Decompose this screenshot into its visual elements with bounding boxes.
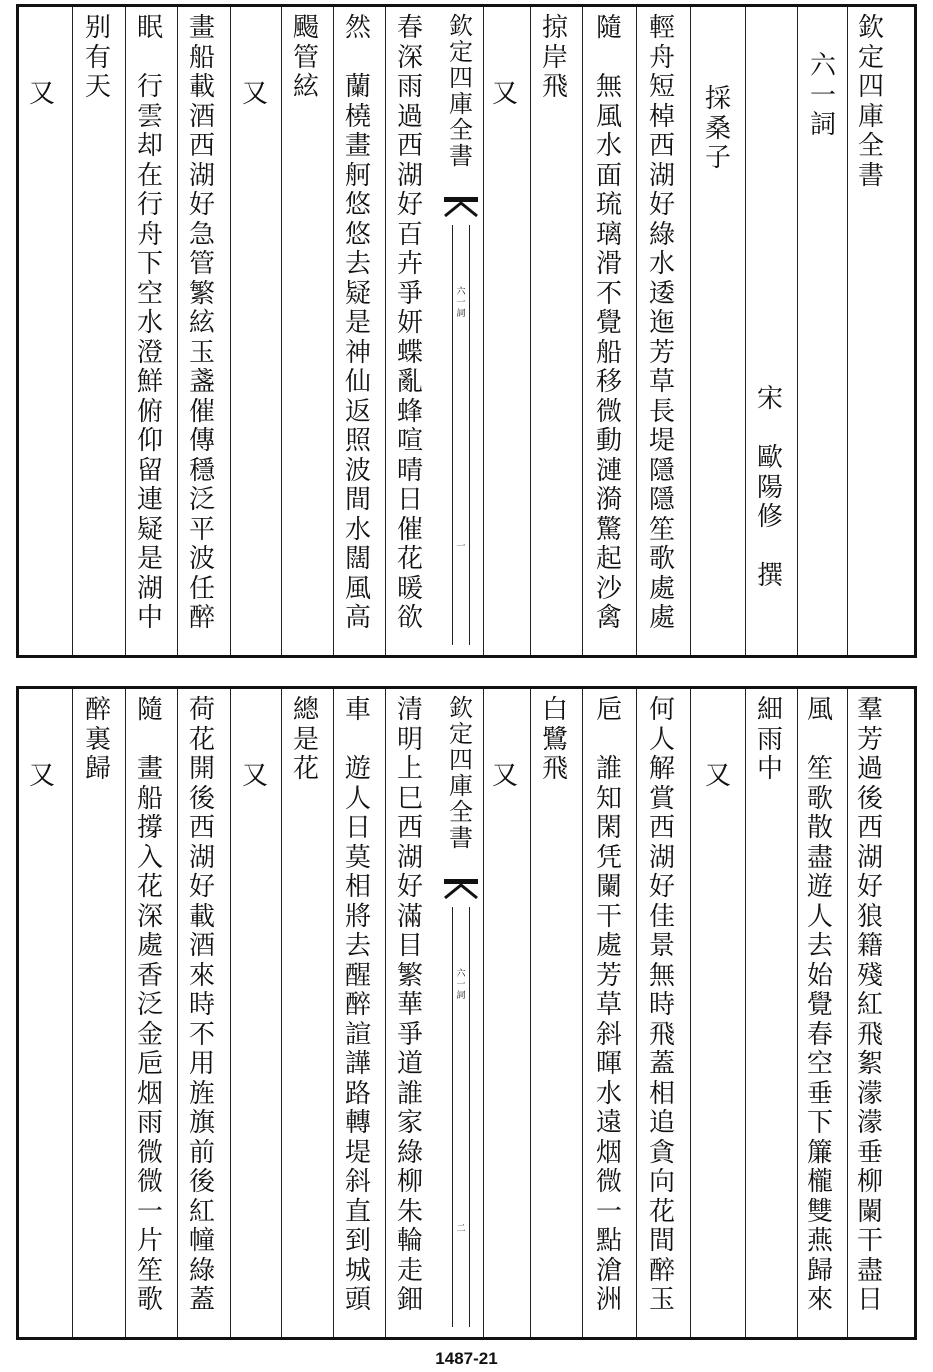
fish-tail-mark-icon — [444, 197, 478, 219]
column-rule — [385, 7, 386, 655]
center-fold-title: 欽 定 四 庫 全 書 — [449, 12, 473, 170]
page-number: 1487-21 — [435, 1349, 498, 1368]
text-column: 掠 岸 飛 — [541, 13, 568, 102]
column-rule — [483, 689, 484, 1337]
text-column: 六 一 詞 — [809, 51, 836, 140]
column-rule — [530, 7, 531, 655]
text-column: 清 明 上 巳 西 湖 好 滿 目 繁 華 爭 道 誰 家 綠 柳 朱 輪 走 鈿 — [396, 695, 423, 1315]
text-column: 隨 畫 船 撐 入 花 深 處 香 泛 金 巵 烟 雨 微 微 一 片 笙 歌 — [136, 695, 163, 1315]
text-column: 宋 歐 陽 修 撰 — [756, 384, 783, 591]
column-rule — [797, 7, 798, 655]
column-rule — [582, 689, 583, 1337]
text-column: 巵 誰 知 閑 凭 闌 干 處 芳 草 斜 暉 水 遠 烟 微 一 點 滄 洲 — [595, 695, 622, 1315]
column-rule — [483, 7, 484, 655]
column-rule — [177, 7, 178, 655]
text-column: 颺 管 絃 — [292, 13, 319, 102]
center-fold-folio: 二 — [456, 1224, 466, 1234]
column-rule — [745, 689, 746, 1337]
header-title: 欽 定 四 庫 全 書 — [857, 13, 884, 191]
column-rule — [690, 7, 691, 655]
text-column: 又 — [491, 761, 518, 791]
text-column: 荷 花 開 後 西 湖 好 載 酒 來 時 不 用 旌 旗 前 後 紅 幢 綠 蓋 — [188, 695, 215, 1315]
text-column: 何 人 解 賞 西 湖 好 佳 景 無 時 飛 蓋 相 追 貪 向 花 間 醉 玉 — [648, 695, 675, 1315]
column-rule — [230, 7, 231, 655]
center-fold-section: 六 一 詞 — [456, 287, 466, 319]
column-rule — [530, 689, 531, 1337]
text-column: 車 遊 人 日 莫 相 將 去 醒 醉 諠 譁 路 轉 堤 斜 直 到 城 頭 — [344, 695, 371, 1315]
column-rule — [636, 7, 637, 655]
text-column: 風 笙 歌 散 盡 遊 人 去 始 覺 春 空 垂 下 簾 櫳 雙 燕 歸 來 — [806, 695, 833, 1315]
column-rule — [385, 689, 386, 1337]
text-column: 隨 無 風 水 面 琉 璃 滑 不 覺 船 移 微 動 漣 漪 驚 起 沙 禽 — [595, 13, 622, 633]
center-fold-section: 六 一 詞 — [456, 969, 466, 1001]
text-column: 採 桑 子 — [704, 84, 731, 173]
center-fold-title: 欽 定 四 庫 全 書 — [449, 694, 473, 852]
text-column: 細 雨 中 — [756, 695, 783, 784]
text-column: 又 — [28, 79, 55, 109]
text-column: 又 — [28, 761, 55, 791]
text-column: 春 深 雨 過 西 湖 好 百 卉 爭 妍 蝶 亂 蜂 喧 晴 日 催 花 暖 欲 — [396, 13, 423, 633]
column-rule — [333, 7, 334, 655]
text-column: 羣 芳 過 後 西 湖 好 狼 籍 殘 紅 飛 絮 濛 濛 垂 柳 闌 干 盡 日 — [856, 695, 883, 1315]
text-column: 别 有 天 — [84, 13, 111, 102]
text-column: 白 鷺 飛 — [541, 695, 568, 784]
text-column: 眠 行 雲 却 在 行 舟 下 空 水 澄 鮮 俯 仰 留 連 疑 是 湖 中 — [136, 13, 163, 633]
page-bottom — [0, 682, 933, 1342]
column-rule — [281, 7, 282, 655]
text-column: 又 — [491, 79, 518, 109]
center-fold — [440, 689, 482, 1337]
text-column: 又 — [241, 79, 268, 109]
text-column: 又 — [241, 761, 268, 791]
page-top — [0, 0, 933, 668]
text-column: 輕 舟 短 棹 西 湖 好 綠 水 逶 迤 芳 草 長 堤 隱 隱 笙 歌 處 處 — [648, 13, 675, 633]
column-rule — [582, 7, 583, 655]
column-rule — [847, 689, 848, 1337]
column-rule — [125, 689, 126, 1337]
column-rule — [230, 689, 231, 1337]
center-fold-folio: 一 — [456, 542, 466, 552]
column-rule — [125, 7, 126, 655]
column-rule — [72, 7, 73, 655]
column-rule — [745, 7, 746, 655]
column-rule — [847, 7, 848, 655]
text-column: 畫 船 載 酒 西 湖 好 急 管 繁 絃 玉 盞 催 傳 穩 泛 平 波 任 醉 — [188, 13, 215, 633]
text-column: 然 蘭 橈 畫 舸 悠 悠 去 疑 是 神 仙 返 照 波 間 水 闊 風 高 — [344, 13, 371, 633]
fish-tail-mark-icon — [444, 879, 478, 901]
column-rule — [281, 689, 282, 1337]
column-rule — [177, 689, 178, 1337]
column-rule — [797, 689, 798, 1337]
column-rule — [636, 689, 637, 1337]
text-column: 總 是 花 — [292, 695, 319, 784]
text-column: 又 — [704, 761, 731, 791]
column-rule — [333, 689, 334, 1337]
column-rule — [72, 689, 73, 1337]
center-fold — [440, 7, 482, 655]
text-column: 醉 裏 歸 — [84, 695, 111, 784]
column-rule — [690, 689, 691, 1337]
